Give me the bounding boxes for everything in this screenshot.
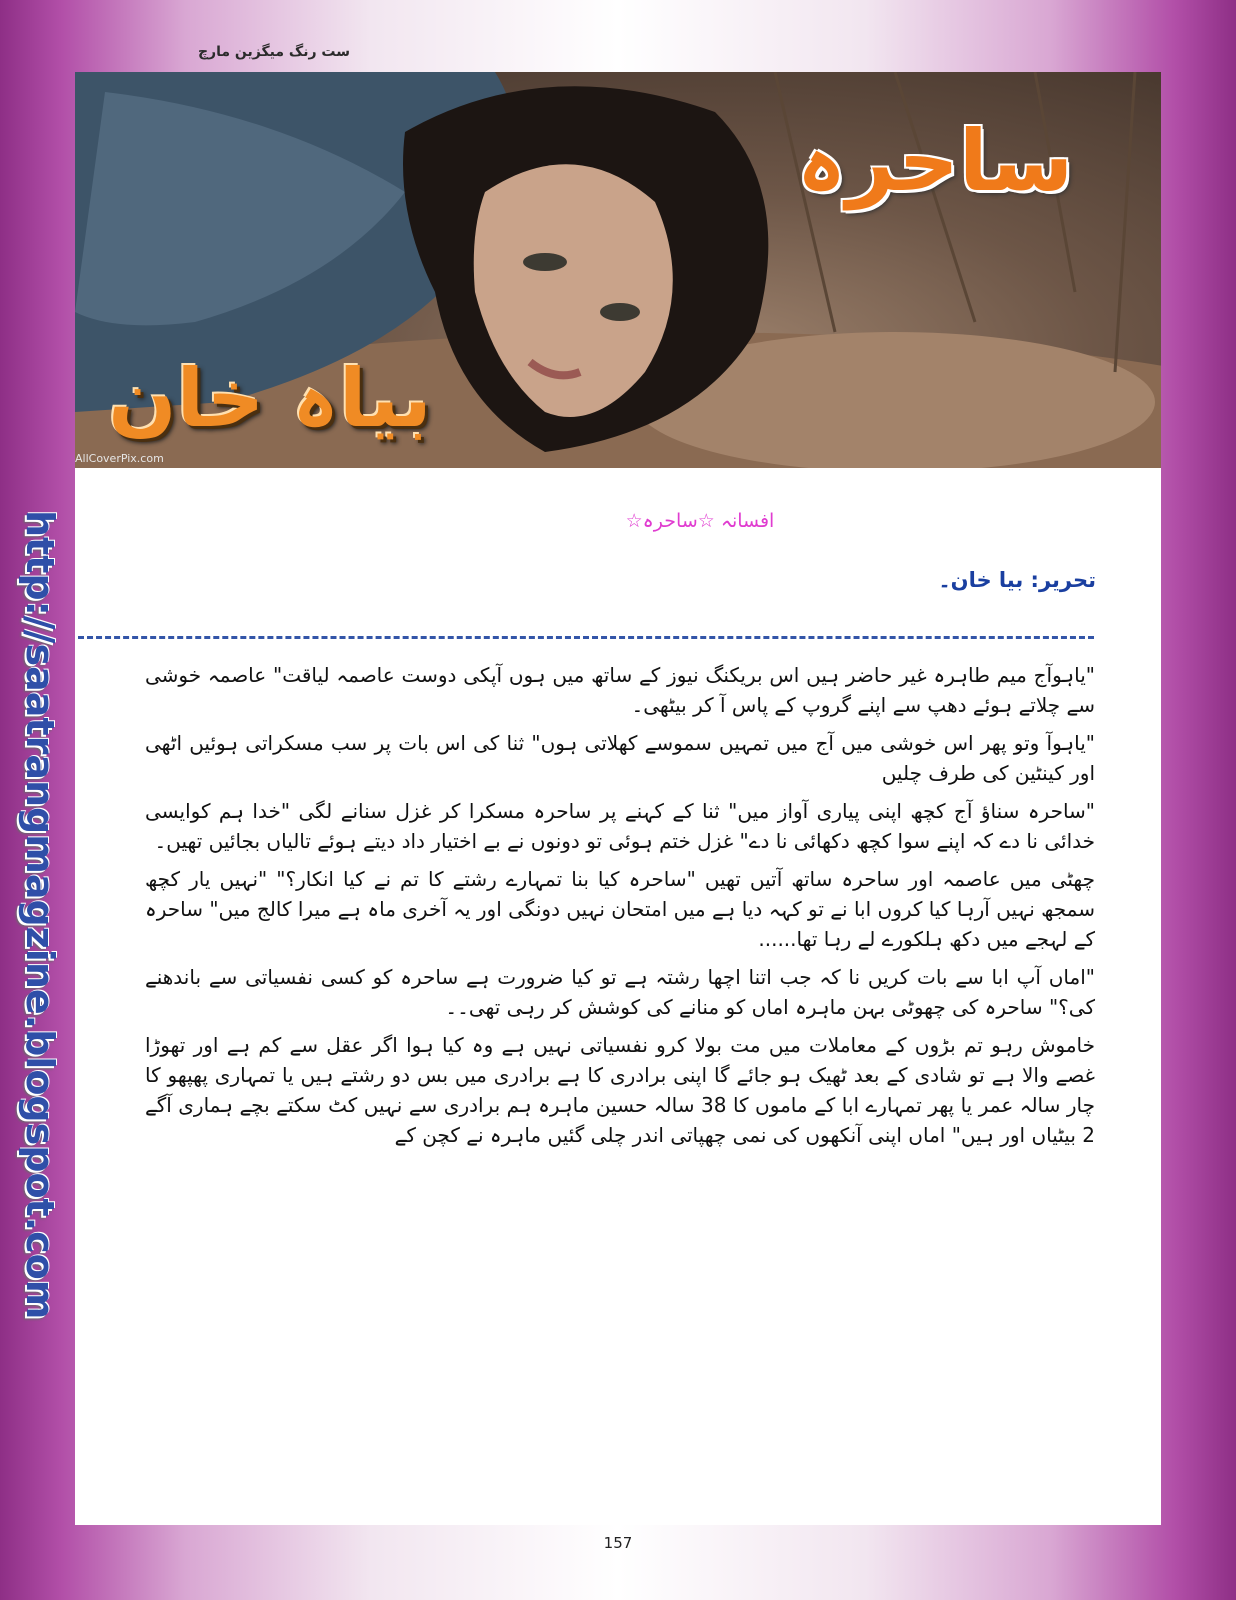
byline: تحریر: بیا خان۔	[938, 568, 1096, 592]
blog-url-vertical[interactable]: http://saatrangmagzine.blogspot.com	[18, 510, 62, 1320]
author-name-art: بیاہ خان	[108, 352, 432, 445]
image-watermark: AllCoverPix.com	[75, 452, 164, 465]
hero-image	[75, 72, 1161, 468]
page-number: 157	[603, 1534, 633, 1552]
paragraph: چھٹی میں عاصمہ اور ساحرہ ساتھ آتیں تھیں "ساحرہ کیا بنا تمہارے رشتے کا تم نے کیا انکار؟" "نہیں یار کچھ سمجھ نہیں آرہا کیا کروں ابا نے تو کہہ دیا ہے میں امتحان نہیں دونگی اور یہ آخری ماہ ہے میرا کالج میں" ساحرہ کے لہجے میں دکھ ہلکورے لے رہا تھا......	[145, 867, 1095, 951]
section-divider	[78, 636, 1094, 639]
story-subtitle: افسانہ ☆ساحرہ☆	[625, 510, 775, 532]
paragraph: خاموش رہو تم بڑوں کے معاملات میں مت بولا کرو نفسیاتی نہیں ہے وہ کیا ہوا اگر عقل سے کم ہے اور تھوڑا غصے والا ہے تو شادی کے بعد ٹھیک ہو جائے گا اپنی برادری کا ہے برادری میں بس دو رشتے ہیں یا تمہاری پھپھو کا چار سالہ عمر یا پھر تمہارے ابا کے ماموں کا 38 سالہ حسین ماہرہ ہم برادری سے نہیں کٹ سکتے بچے ہماری آگے 2 بیٹیاں اور ہیں" اماں اپنی آنکھوں کی نمی چھپاتی اندر چلی گئیں ماہرہ نے کچن کے	[145, 1033, 1095, 1147]
story-title-art: ساحرہ	[796, 112, 1074, 210]
paragraph: "ساحرہ سناؤ آج کچھ اپنی پیاری آواز میں" ثنا کے کہنے پر ساحرہ مسکرا کر غزل سنانے لگی "خدا ہم کوایسی خدائی نا دے کہ اپنے سوا کچھ دکھائی نا دے" غزل ختم ہوئی تو دونوں نے بے اختیار داد دیتے ہوئے تالیاں بجائیں تھیں۔	[145, 799, 1095, 853]
paragraph: "یاہوآج میم طاہرہ غیر حاضر ہیں اس بریکنگ نیوز کے ساتھ میں ہوں آپکی دوست عاصمہ لیاقت" عاصمہ خوشی سے چلاتے ہوئے دھپ سے اپنے گروپ کے پاس آ کر بیٹھی۔	[145, 663, 1095, 717]
paragraph: "یاہوآ وتو پھر اس خوشی میں آج میں تمہیں سموسے کھلاتی ہوں" ثنا کی اس بات پر سب مسکراتی ہوئیں اٹھی اور کینٹین کی طرف چلیں	[145, 731, 1095, 785]
magazine-header: ست رنگ میگزین مارچ	[197, 44, 350, 60]
article-body	[145, 660, 1095, 1158]
paragraph: "اماں آپ ابا سے بات کریں نا کہ جب اتنا اچھا رشتہ ہے تو کیا ضرورت ہے ساحرہ کو کسی نفسیاتی سے باندھنے کی؟" ساحرہ کی چھوٹی بہن ماہرہ اماں کو منانے کی کوشش کر رہی تھی۔۔	[145, 965, 1095, 1019]
